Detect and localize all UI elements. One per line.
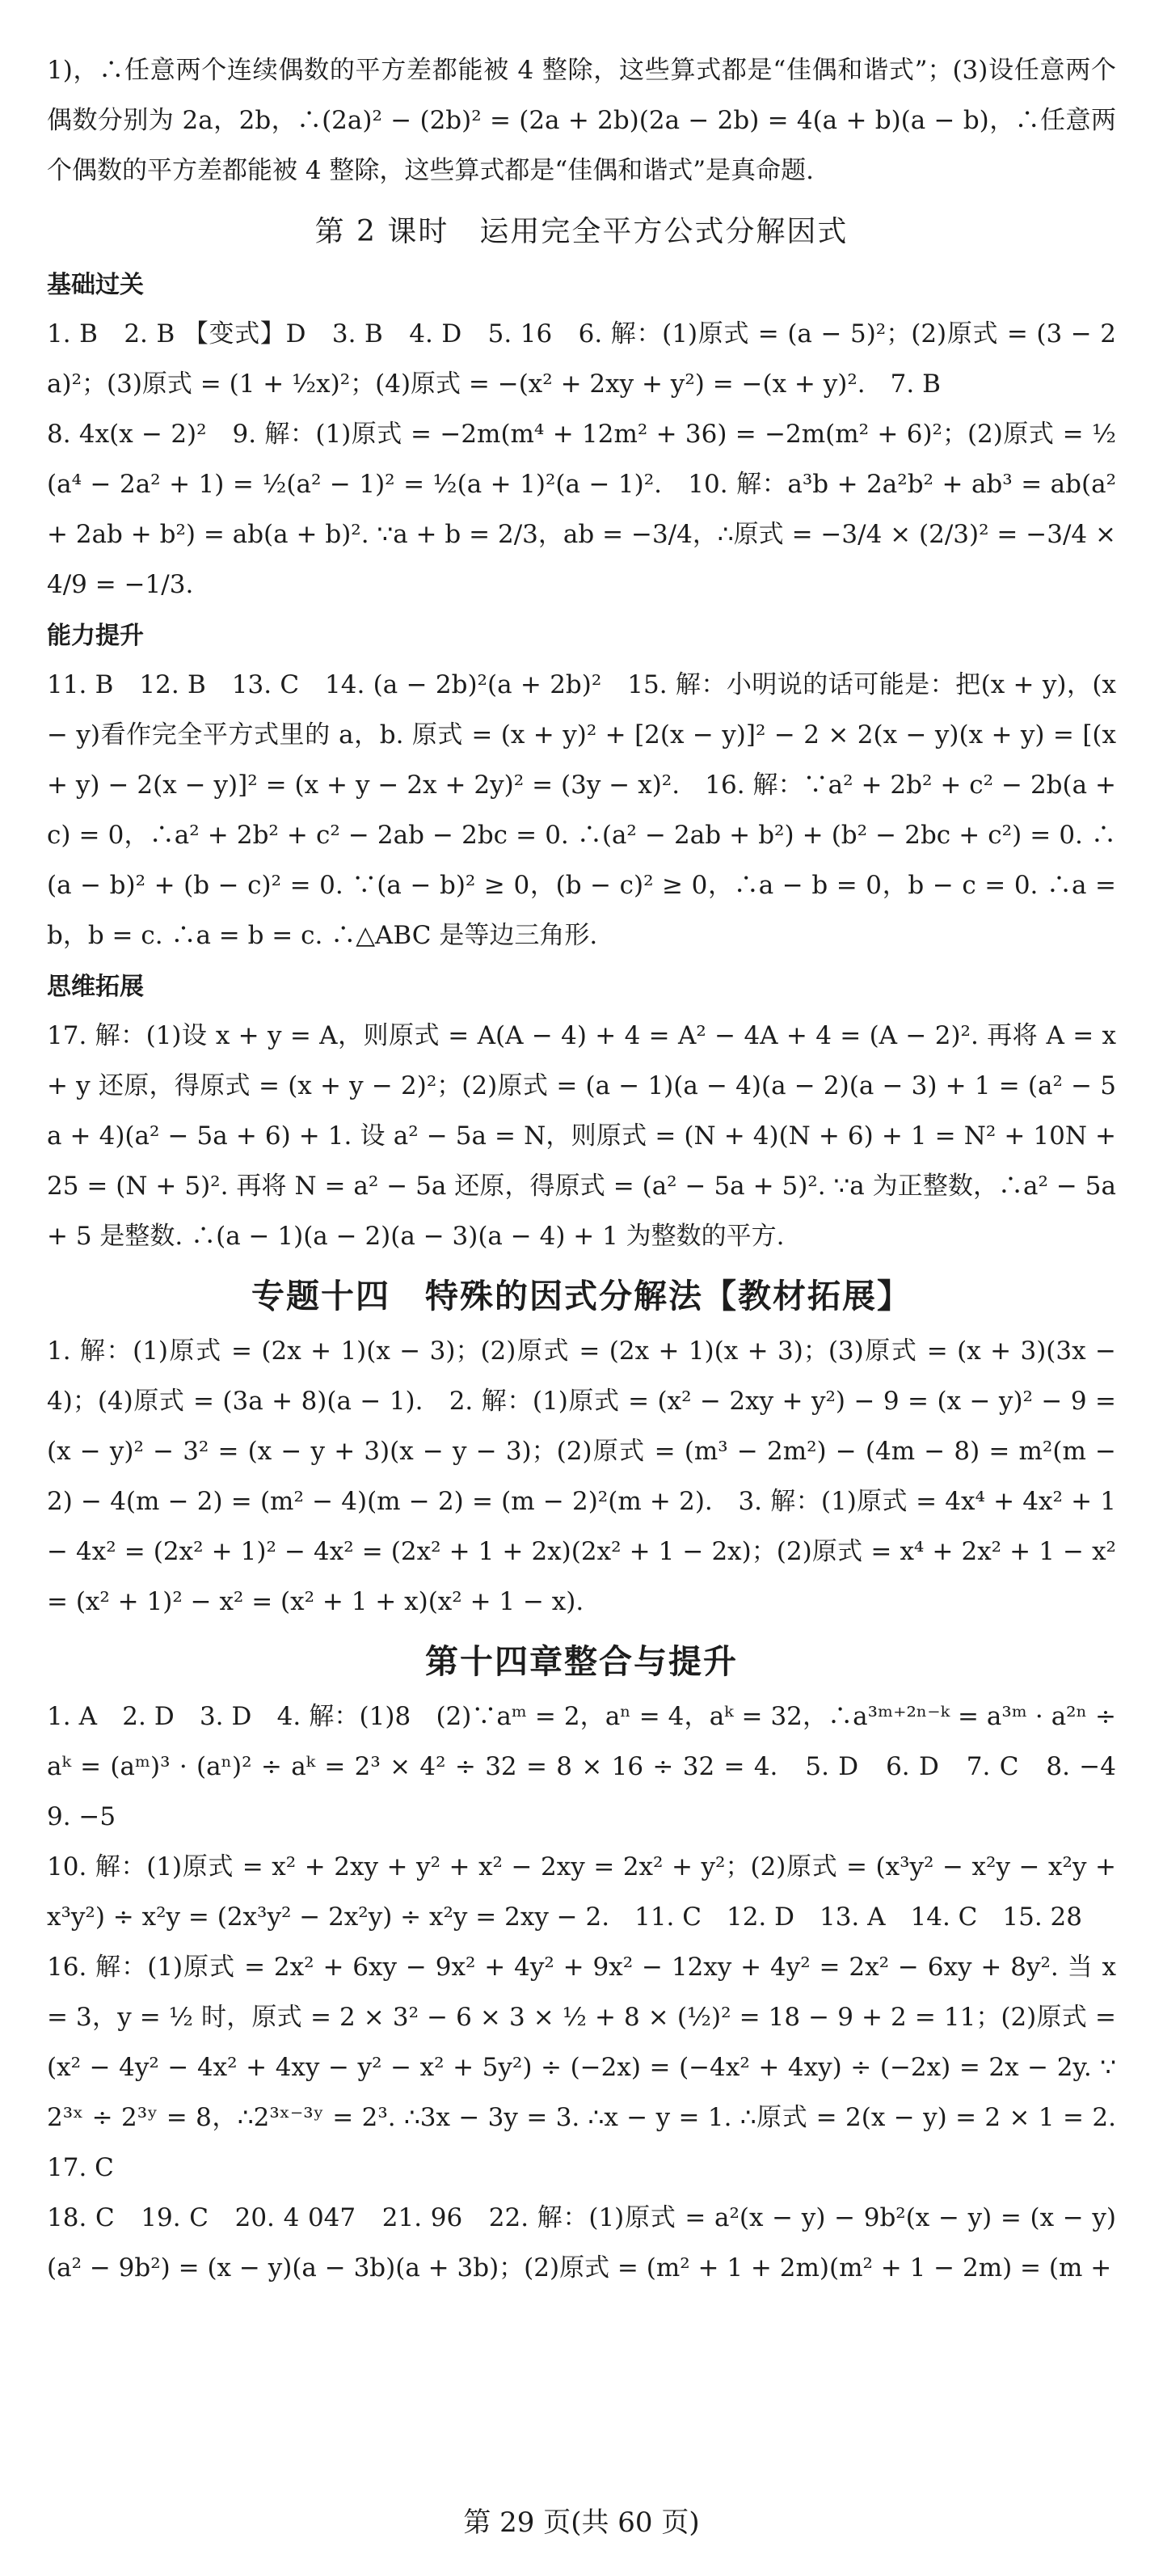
section-title: 第 2 课时 运用完全平方公式分解因式 (314, 215, 849, 248)
answer-paragraph: 16. 解：(1)原式 = 2x² + 6xy − 9x² + 4y² + 9x² − 12xy + 4y² = 2x² − 6xy + 8y². 当 x = 3，y = ½ 时，原式 = 2 × 3² − 6 × 3 × ½ + 8 × (½)² = 18 − 9 + 2 = 11；(2)原式 = (x² − 4y² − 4x² + 4xy − y² − x² + 5y²) ÷ (−2x) = (−4x² + 4xy) ÷ (−2x) = 2x − 2y. ∵2³ˣ ÷ 2³ʸ = 8，∴2³ˣ⁻³ʸ = 2³. ∴3x − 3y = 3. ∴x − y = 1. ∴原式 = 2(x − y) = 2 × 1 = 2. 17. C (47, 1953, 1141, 2182)
answer-paragraph: 11. B 12. B 13. C 14. (a − 2b)²(a + 2b)² 15. 解：小明说的话可能是：把(x + y)，(x − y)看作完全平方式里的 a，b. 原式 = (x + y)² + [2(x − y)]² − 2 × 2(x − y)(x + y) = [(x + y) − 2(x − y)]² = (x + y − 2x + 2y)² = (3y − x)². 16. 解：∵a² + 2b² + c² − 2b(a + c) = 0，∴a² + 2b² + c² − 2ab − 2bc = 0. ∴(a² − 2ab + b²) + (b² − 2bc + c²) = 0. ∴(a − b)² + (b − c)² = 0. ∵(a − b)² ≥ 0，(b − c)² ≥ 0，∴a − b = 0，b − c = 0. ∴a = b，b = c. ∴a = b = c. ∴△ABC 是等边三角形. (47, 670, 1124, 950)
answer-paragraph: 1. A 2. D 3. D 4. 解：(1)8 (2)∵aᵐ = 2，aⁿ = 4，aᵏ = 32，∴a³ᵐ⁺²ⁿ⁻ᵏ = a³ᵐ · a²ⁿ ÷ aᵏ = (aᵐ)³ · (aⁿ)² ÷ aᵏ = 2³ × 4² ÷ 32 = 8 × 16 ÷ 32 = 4. 5. D 6. D 7. C 8. −4 9. −5 (47, 1702, 1141, 1831)
answer-paragraph: 1)，∴任意两个连续偶数的平方差都能被 4 整除，这些算式都是“佳偶和谐式”；(3)设任意两个偶数分别为 2a，2b，∴(2a)² − (2b)² = (2a + 2b)(2a − 2b) = 4(a + b)(a − b)，∴任意两个偶数的平方差都能被 4 整除，这些算式都是“佳偶和谐式”是真命题. (47, 56, 1116, 185)
answer-paragraph: 18. C 19. C 20. 4 047 21. 96 22. 解：(1)原式 = a²(x − y) − 9b²(x − y) = (x − y)(a² − 9b²) = (x − y)(a − 3b)(a + 3b)；(2)原式 = (m² + 1 + 2m)(m² + 1 − 2m) = (m + (47, 2203, 1116, 2283)
page-footer: 第 29 页(共 60 页) (463, 2506, 700, 2539)
subsection-heading: 能力提升 (47, 622, 144, 650)
subsection-heading: 基础过关 (47, 271, 144, 299)
page-content (47, 45, 1141, 2293)
answer-paragraph: 1. B 2. B 【变式】D 3. B 4. D 5. 16 6. 解：(1)原式 = (a − 5)²；(2)原式 = (3 − 2a)²；(3)原式 = (1 + ½x)²；(4)原式 = −(x² + 2xy + y²) = −(x + y)². 7. B (47, 319, 1116, 399)
answer-paragraph: 10. 解：(1)原式 = x² + 2xy + y² + x² − 2xy = 2x² + y²；(2)原式 = (x³y² − x²y − x²y + x³y²) ÷ x²y = (2x³y² − 2x²y) ÷ x²y = 2xy − 2. 11. C 12. D 13. A 14. C 15. 28 (47, 1852, 1124, 1932)
chapter-title: 第十四章整合与提升 (425, 1642, 738, 1681)
answer-paragraph: 17. 解：(1)设 x + y = A，则原式 = A(A − 4) + 4 = A² − 4A + 4 = (A − 2)². 再将 A = x + y 还原，得原式 = (x + y − 2)²；(2)原式 = (a − 1)(a − 4)(a − 2)(a − 3) + 1 = (a² − 5a + 4)(a² − 5a + 6) + 1. 设 a² − 5a = N，则原式 = (N + 4)(N + 6) + 1 = N² + 10N + 25 = (N + 5)². 再将 N = a² − 5a 还原，得原式 = (a² − 5a + 5)². ∵a 为正整数，∴a² − 5a + 5 是整数. ∴(a − 1)(a − 2)(a − 3)(a − 4) + 1 为整数的平方. (47, 1021, 1124, 1251)
subsection-heading: 思维拓展 (47, 973, 144, 1001)
chapter-title: 专题十四 特殊的因式分解法【教材拓展】 (251, 1277, 912, 1315)
answer-paragraph: 8. 4x(x − 2)² 9. 解：(1)原式 = −2m(m⁴ + 12m² + 36) = −2m(m² + 6)²；(2)原式 = ½(a⁴ − 2a² + 1) = ½(a² − 1)² = ½(a + 1)²(a − 1)². 10. 解：a³b + 2a²b² + ab³ = ab(a² + 2ab + b²) = ab(a + b)². ∵a + b = 2/3，ab = −3/4，∴原式 = −3/4 × (2/3)² = −3/4 × 4/9 = −1/3. (47, 420, 1124, 599)
answer-paragraph: 1. 解：(1)原式 = (2x + 1)(x − 3)；(2)原式 = (2x + 1)(x + 3)；(3)原式 = (x + 3)(3x − 4)；(4)原式 = (3a + 8)(a − 1). 2. 解：(1)原式 = (x² − 2xy + y²) − 9 = (x − y)² − 9 = (x − y)² − 3² = (x − y + 3)(x − y − 3)；(2)原式 = (m³ − 2m²) − (4m − 8) = m²(m − 2) − 4(m − 2) = (m² − 4)(m − 2) = (m − 2)²(m + 2). 3. 解：(1)原式 = 4x⁴ + 4x² + 1 − 4x² = (2x² + 1)² − 4x² = (2x² + 1 + 2x)(2x² + 1 − 2x)；(2)原式 = x⁴ + 2x² + 1 − x² = (x² + 1)² − x² = (x² + 1 + x)(x² + 1 − x). (47, 1337, 1124, 1616)
